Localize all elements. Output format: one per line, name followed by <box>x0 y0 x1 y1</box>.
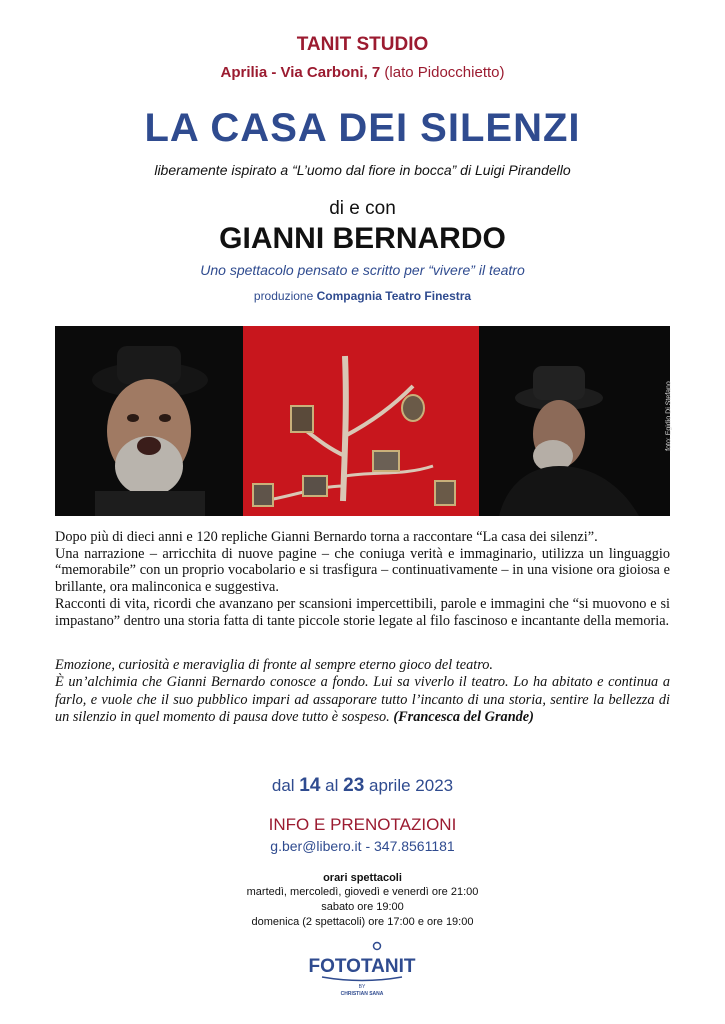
description-paragraph: Una narrazione – arricchita di nuove pagine – che coniuga verità e immaginario, utilizza un linguaggio “memorabile” con un proprio vocabolario e si trasfigura – continuativamente – in una visione ora gioiosa e brillante, ora malinconica e suggestiva. <box>55 545 670 596</box>
di-e-con-label: di e con <box>329 198 396 219</box>
performance-dates <box>0 775 725 797</box>
review-quote <box>55 657 670 727</box>
dates-dal: dal <box>271 776 300 795</box>
production-prefix: produzione <box>253 289 317 303</box>
author-name: GIANNI BERNARDO <box>219 222 506 255</box>
show-tagline: Uno spettacolo pensato e scritto per “vivere” il teatro <box>200 262 525 278</box>
logo-underline <box>322 977 402 981</box>
schedule-line-saturday: sabato ore 19:00 <box>321 901 404 913</box>
dates-al: al <box>320 776 344 795</box>
dates-end: 23 <box>343 775 365 796</box>
logo-name: FOTOTANIT <box>308 956 416 977</box>
description-text <box>55 529 670 629</box>
actor-portrait-left-image <box>55 326 243 516</box>
fototanit-logo <box>308 940 416 1000</box>
logo-by: BY <box>358 984 366 990</box>
quote-line <box>55 674 670 726</box>
description-paragraph: Dopo più di dieci anni e 120 repliche Gianni Bernardo torna a raccontare “La casa dei silenzi”. <box>55 529 598 545</box>
address-street: Aprilia - Via Carboni, 7 <box>220 64 381 81</box>
dates-start: 14 <box>299 775 321 796</box>
quote-text: È un’alchimia che Gianni Bernardo conosce a fondo. Lui sa viverlo il teatro. Lo ha abitato e continua a farlo, e vuole che il suo pubblico impari ad assaporare tutto l’incanto di una storia, sentire la bellezza di un silenzio in quel momento di pausa dove tutto è sospeso. <box>55 674 670 726</box>
actor-photo-left <box>55 326 243 516</box>
schedule-title: orari spettacoli <box>323 872 402 884</box>
quote-line: Emozione, curiosità e meraviglia di fronte al sempre eterno gioco del teatro. <box>55 657 493 673</box>
schedule-line-sunday: domenica (2 spettacoli) ore 17:00 e ore 19:00 <box>251 916 474 928</box>
production-credit <box>0 289 725 303</box>
info-heading: INFO E PRENOTAZIONI <box>268 815 457 834</box>
show-subtitle: liberamente ispirato a “L’uomo dal fiore in bocca” di Luigi Pirandello <box>154 162 571 178</box>
tree-branch-frames-image <box>243 326 479 516</box>
stage-set-photo <box>243 326 479 516</box>
description-paragraph: Racconti di vita, ricordi che avanzano per scansioni impercettibili, parole e immagini che “si muovono e si impastano” dentro una storia fatta di tante piccole storie legate al filo fascinoso e incantante della memoria. <box>55 595 670 629</box>
venue-address <box>0 64 725 81</box>
photo-strip <box>55 326 673 516</box>
production-company: Compagnia Teatro Finestra <box>316 289 472 303</box>
logo-sub: CHRISTIAN SANA <box>340 991 384 997</box>
dates-month-year: aprile 2023 <box>364 776 454 795</box>
actor-photo-right <box>479 326 673 516</box>
quote-author: (Francesca del Grande) <box>393 709 534 726</box>
logo-ring-icon <box>374 943 381 950</box>
photo-credit: foto: Egidio Di Stefano <box>666 381 673 451</box>
contact-info[interactable]: g.ber@libero.it - 347.8561181 <box>270 838 455 854</box>
venue-name: TANIT STUDIO <box>296 34 429 55</box>
show-title: LA CASA DEI SILENZI <box>144 106 581 150</box>
schedule-line-weekdays: martedì, mercoledì, giovedì e venerdì ore 21:00 <box>246 886 479 898</box>
actor-portrait-right-image <box>479 326 670 516</box>
address-note: (lato Pidocchietto) <box>380 64 505 81</box>
